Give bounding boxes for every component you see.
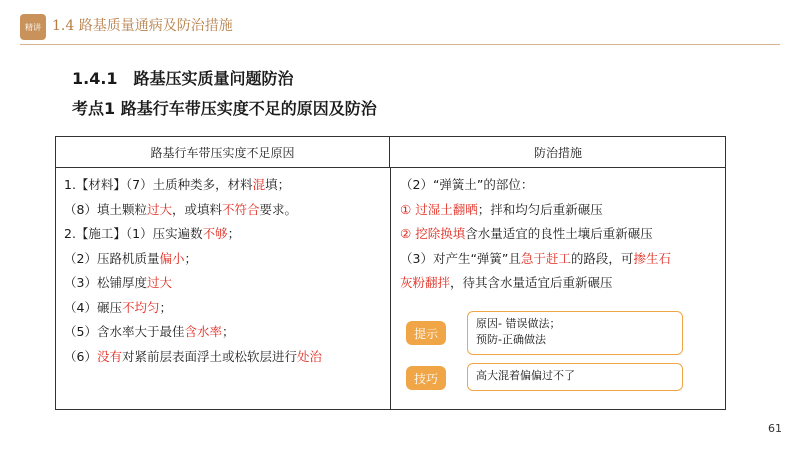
highlight-text: 含水率 <box>184 324 222 339</box>
body-text: （5）含水率大于最佳 <box>64 324 185 339</box>
left-line <box>64 273 172 291</box>
logo-badge: 精讲 <box>20 14 46 40</box>
body-text: 要求。 <box>259 201 298 217</box>
body-text: （2）“弹簧土”的部位： <box>400 177 534 192</box>
body-text: （4）碾压 <box>64 299 122 315</box>
highlight-text: 偏小 <box>159 250 185 266</box>
highlight-text: 挖除换填 <box>415 226 466 241</box>
body-text: 2.【施工】（1）压实遍数 <box>64 226 203 241</box>
highlight-text: 过大 <box>146 201 172 217</box>
body-text: ； <box>159 299 172 315</box>
highlight-text: 不够 <box>202 226 228 241</box>
body-text: ； <box>227 226 241 241</box>
body-text: 填； <box>265 177 291 192</box>
highlight-text: 没有 <box>96 348 122 364</box>
highlight-text: 掺生石 <box>633 250 671 266</box>
body-text: （3）松铺厚度 <box>64 275 147 290</box>
right-line <box>400 224 653 242</box>
highlight-text: 急于赶工 <box>520 250 571 266</box>
hint-text-2: 预防-正确做法 <box>476 333 546 346</box>
body-text: ，待其含水量适宜后重新碾压 <box>450 275 613 290</box>
column-divider <box>390 167 391 409</box>
highlight-text: 不均匀 <box>121 299 160 315</box>
left-line <box>64 347 322 365</box>
left-line <box>64 298 172 316</box>
body-text: 1.【材料】（7）土质种类多，材料 <box>64 177 253 192</box>
body-text: （2）压路机质量 <box>64 250 160 266</box>
col-header-measures: 防治措施 <box>533 145 582 160</box>
body-text: 含水量适宜的良性土壤后重新碾压 <box>465 226 653 241</box>
highlight-text: 灰粉翻拌 <box>400 275 451 290</box>
right-line <box>400 175 533 193</box>
body-text: ； <box>184 250 197 266</box>
trick-box <box>467 363 683 391</box>
left-line <box>64 175 290 193</box>
right-line <box>400 273 613 291</box>
hint-box <box>467 311 683 355</box>
trick-button[interactable]: 技巧 <box>406 366 446 390</box>
highlight-text: 不符合 <box>222 201 260 217</box>
highlight-text: 过湿土翻晒 <box>415 201 478 217</box>
cause-prevention-table <box>55 136 726 410</box>
hint-text-1: 原因- 错误做法； <box>476 317 561 330</box>
point-title: 考点1 路基行车带压实度不足的原因及防治 <box>72 99 377 118</box>
section-title: 1.4.1 路基压实质量问题防治 <box>72 69 294 88</box>
body-text: ，或填料 <box>171 201 222 217</box>
highlight-text: ① <box>400 201 416 217</box>
hint-button[interactable]: 提示 <box>406 321 446 345</box>
left-line <box>64 200 297 218</box>
body-text: （8）填土颗粒 <box>64 201 147 217</box>
left-line <box>64 249 197 267</box>
col-header-causes: 路基行车带压实度不足原因 <box>56 137 390 167</box>
body-text: （3）对产生“弹簧”且 <box>400 250 521 266</box>
header-divider <box>20 44 780 45</box>
trick-text: 高大混着偏偏过不了 <box>476 369 575 382</box>
left-line <box>64 224 240 242</box>
table-header-row <box>56 137 725 168</box>
header-title: 1.4 路基质量通病及防治措施 <box>52 18 233 34</box>
highlight-text: ② <box>400 226 416 241</box>
right-line <box>400 200 603 218</box>
left-line <box>64 322 235 340</box>
body-text: （6） <box>64 348 97 364</box>
highlight-text: 过大 <box>146 275 172 290</box>
right-line <box>400 249 671 267</box>
highlight-text: 处治 <box>296 348 322 364</box>
page-number: 61 <box>768 422 782 435</box>
body-text: 对紧前层表面浮土或松软层进行 <box>121 348 297 364</box>
body-text: ；拌和均匀后重新碾压 <box>477 201 603 217</box>
body-text: ； <box>221 324 235 339</box>
highlight-text: 混 <box>252 177 266 192</box>
body-text: 的路段，可 <box>570 250 634 266</box>
